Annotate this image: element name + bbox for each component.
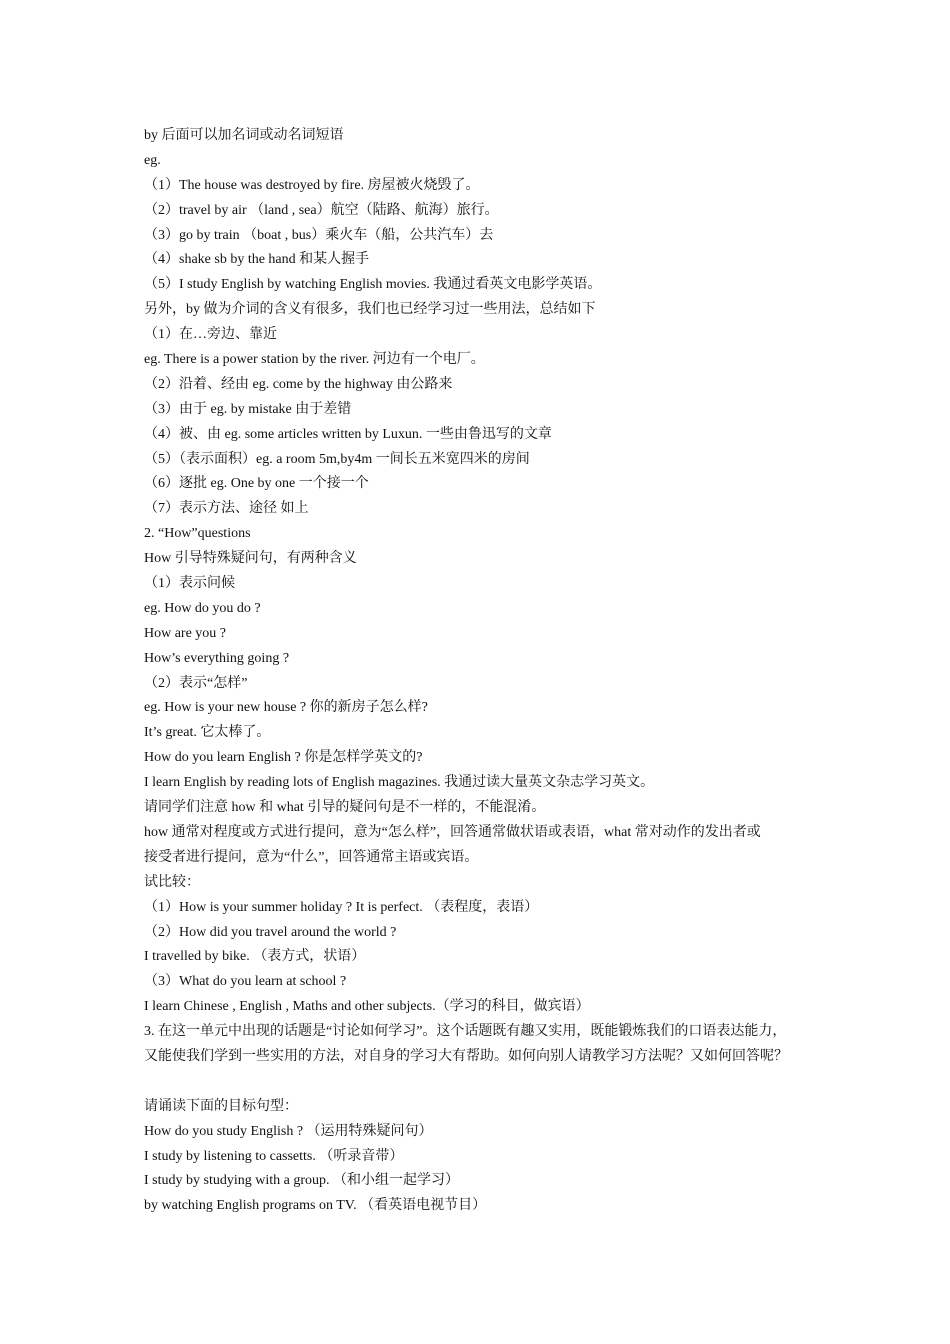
text-line: eg. (144, 152, 161, 168)
text-line: eg. There is a power station by the river. 河边有一个电厂。 (144, 352, 485, 368)
text-line: I learn English by reading lots of English magazines. 我通过读大量英文杂志学习英文。 (144, 775, 655, 791)
text-line: How are you ? (144, 625, 227, 641)
text-line: I study by studying with a group. （和小组一起学习） (144, 1173, 459, 1189)
text-line: I learn Chinese , English , Maths and other subjects.（学习的科目，做宾语） (144, 999, 590, 1015)
text-line: （2）How did you travel around the world ? (144, 924, 397, 940)
text-line: （1）The house was destroyed by fire. 房屋被火烧毁了。 (144, 177, 480, 193)
text-line: （3）由于 eg. by mistake 由于差错 (144, 401, 352, 417)
text-line: 接受者进行提问，意为“什么”，回答通常主语或宾语。 (144, 849, 479, 865)
document-body (144, 124, 824, 1219)
text-line: （2）沿着、经由 eg. come by the highway 由公路来 (144, 376, 453, 392)
text-line: （7）表示方法、途径 如上 (144, 501, 309, 517)
text-line: （3）go by train （boat , bus）乘火车（船，公共汽车）去 (144, 227, 494, 243)
text-line: 另外，by 做为介词的含义有很多，我们也已经学习过一些用法，总结如下 (144, 302, 596, 318)
text-line: 试比较： (144, 874, 200, 890)
text-line: （3）What do you learn at school ? (144, 974, 347, 990)
text-line: 请同学们注意 how 和 what 引导的疑问句是不一样的，不能混淆。 (144, 800, 546, 816)
text-line: I travelled by bike. （表方式，状语） (144, 949, 366, 965)
text-line: eg. How do you do ? (144, 600, 261, 616)
text-line: how 通常对程度或方式进行提问，意为“怎么样”，回答通常做状语或表语，what 常对动作的发出者或 (144, 824, 761, 840)
text-line: 请诵读下面的目标句型： (144, 1098, 298, 1114)
text-line: I study by listening to cassetts. （听录音带） (144, 1148, 404, 1164)
section-heading: 2. “How”questions (144, 526, 251, 542)
text-line: （2）表示“怎样” (144, 675, 248, 691)
text-line: by 后面可以加名词或动名词短语 (144, 128, 344, 143)
text-line: It’s great. 它太棒了。 (144, 725, 271, 741)
text-line: How do you study English ? （运用特殊疑问句） (144, 1123, 433, 1139)
section-heading: 3. 在这一单元中出现的话题是“讨论如何学习”。这个话题既有趣又实用，既能锻炼我们的口语表达能力， (144, 1024, 787, 1040)
text-line: （4）被、由 eg. some articles written by Luxun. 一些由鲁迅写的文章 (144, 426, 552, 442)
text-line: （5）I study English by watching English movies. 我通过看英文电影学英语。 (144, 277, 602, 293)
text-line: （6）逐批 eg. One by one 一个接一个 (144, 476, 369, 492)
text-line: by watching English programs on TV. （看英语电视节目） (144, 1198, 487, 1214)
text-line: eg. How is your new house ? 你的新房子怎么样? (144, 700, 428, 716)
text-line: （2）travel by air （land , sea）航空（陆路、航海）旅行。 (144, 202, 499, 218)
text-line: （1）在…旁边、靠近 (144, 327, 277, 343)
text-line: （1）How is your summer holiday ? It is perfect. （表程度，表语） (144, 899, 539, 915)
text-line: How do you learn English ? 你是怎样学英文的? (144, 750, 423, 766)
text-line: How’s everything going ? (144, 650, 290, 666)
text-line: How 引导特殊疑问句，有两种含义 (144, 551, 357, 567)
text-line: （1）表示问候 (144, 576, 235, 592)
blank-line (144, 1070, 824, 1095)
text-line: （4）shake sb by the hand 和某人握手 (144, 252, 370, 268)
text-line: 又能使我们学到一些实用的方法，对自身的学习大有帮助。如何向别人请教学习方法呢？又如何回答呢？ (144, 1048, 788, 1064)
text-line: （5）（表示面积）eg. a room 5m,by4m 一间长五米宽四米的房间 (144, 451, 530, 467)
